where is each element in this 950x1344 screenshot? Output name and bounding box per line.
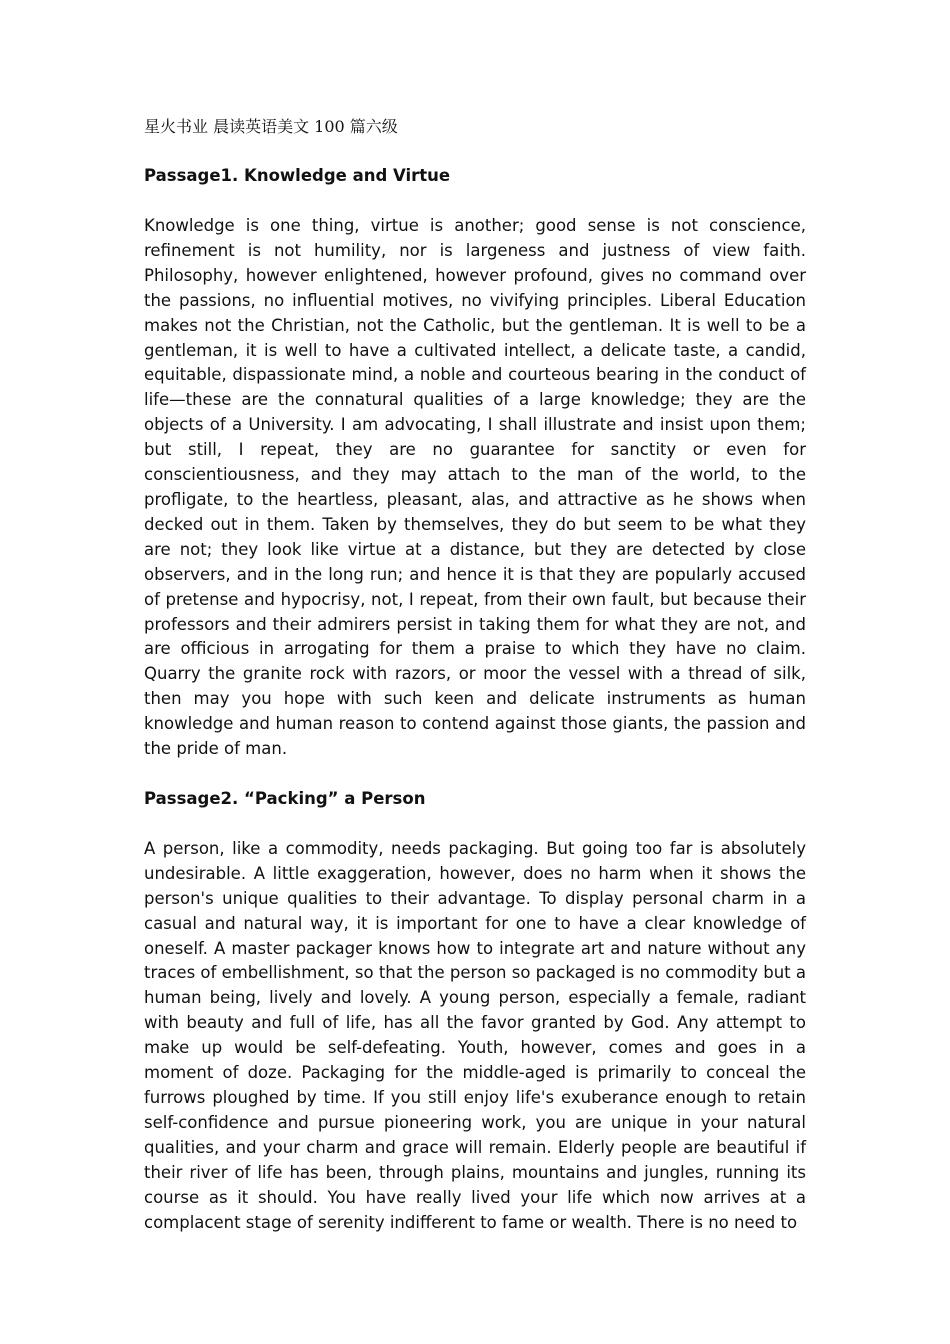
document-header: 星火书业 晨读英语美文 100 篇六级 <box>144 117 398 136</box>
passage-title: Passage2. “Packing” a Person <box>144 788 426 808</box>
passage-1 <box>144 164 806 762</box>
passage-2 <box>144 787 806 1236</box>
passage-body: Knowledge is one thing, virtue is another; good sense is not conscience, refinement is not humility, nor is largeness and justness of view faith. Philosophy, however enlightened, however profound, gives no command over the passions, no influential motives, no vivifying principles. Liberal Education makes not the Christian, not the Catholic, but the gentleman. It is well to be a gentleman, it is well to have a cultivated intellect, a delicate taste, a candid, equitable, dispassionate mind, a noble and courteous bearing in the conduct of life—these are the connatural qualities of a large knowledge; they are the objects of a University. I am advocating, I shall illustrate and insist upon them; but still, I repeat, they are no guarantee for sanctity or even for conscientiousness, and they may attach to the man of the world, to the profligate, to the heartless, pleasant, alas, and attractive as he shows when decked out in them. Taken by themselves, they do but seem to be what they are not; they look like virtue at a distance, but they are detected by close observers, and in the long run; and hence it is that they are popularly accused of pretense and hypocrisy, not, I repeat, from their own fault, but because their professors and their admirers persist in taking them for what they are not, and are officious in arrogating for them a praise to which they have no claim. Quarry the granite rock with razors, or moor the vessel with a thread of silk, then may you hope with such keen and delicate instruments as human knowledge and human reason to contend against those giants, the passion and the pride of man. <box>144 216 806 759</box>
passage-title: Passage1. Knowledge and Virtue <box>144 166 451 185</box>
passage-body: A person, like a commodity, needs packaging. But going too far is absolutely undesirable. A little exaggeration, however, does no harm when it shows the person's unique qualities to their advantage. To display personal charm in a casual and natural way, it is important for one to have a clear knowledge of oneself. A master packager knows how to integrate art and nature without any traces of embellishment, so that the person so packaged is no commodity but a human being, lively and lovely. A young person, especially a female, radiant with beauty and full of life, has all the favor granted by God. Any attempt to make up would be self-defeating. Youth, however, comes and goes in a moment of doze. Packaging for the middle-aged is primarily to conceal the furrows ploughed by time. If you still enjoy life's exuberance enough to retain self-confidence and pursue pioneering work, you are unique in your natural qualities, and your charm and grace will remain. Elderly people are beautiful if their river of life has been, through plains, mountains and jungles, running its course as it should. You have really lived your life which now arrives at a complacent stage of serenity indifferent to fame or wealth. There is no need to <box>144 838 806 1232</box>
document-page <box>144 114 806 1260</box>
